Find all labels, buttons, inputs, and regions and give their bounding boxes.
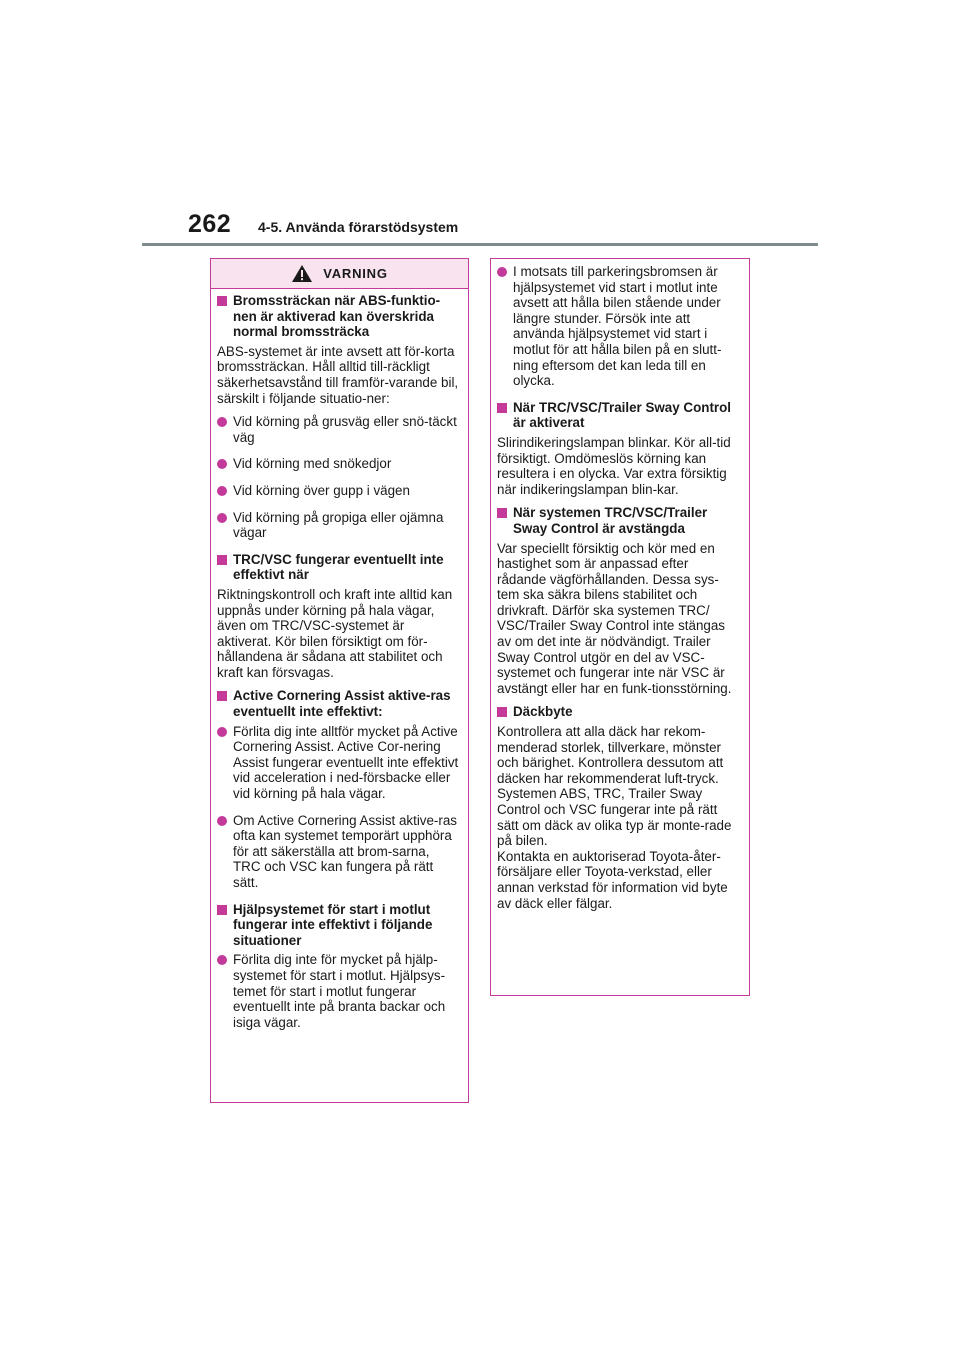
header-divider <box>142 243 818 246</box>
section-heading <box>217 688 460 719</box>
heading-text: Hjälpsystemet för start i motlut fungerar inte effektivt i följande situationer <box>233 901 433 948</box>
square-bullet-icon <box>497 508 507 518</box>
round-bullet-icon <box>217 816 227 826</box>
square-bullet-icon <box>217 296 227 306</box>
square-bullet-icon <box>217 555 227 565</box>
round-bullet-icon <box>497 267 507 277</box>
list-item <box>217 483 460 499</box>
section-heading <box>497 704 741 720</box>
list-item-text: Förlita dig inte alltför mycket på Active Cornering Assist. Active Cor-nering Assist fungerar eventuellt inte effektivt vid acceleration i ned-försbacke eller vid körning på hala vägar. <box>233 723 459 802</box>
round-bullet-icon <box>217 727 227 737</box>
list-item <box>217 414 460 445</box>
list-item-text: Vid körning på gropiga eller ojämna vägar <box>233 509 444 541</box>
heading-text: Active Cornering Assist aktive-ras eventuellt inte effektivt: <box>233 688 451 720</box>
list-item <box>217 724 460 802</box>
list-item-text: Förlita dig inte för mycket på hjälp-systemet för start i motlut. Hjälpsys-temet för start i motlut fungerar eventuellt inte på branta backar och isiga vägar. <box>233 952 446 1030</box>
list-item-text: I motsats till parkeringsbromsen är hjälpsystemet vid start i motlut inte avsett att hålla bilen stående under längre stunder. Försök inte att använda hjälpsystemet vid start i motlut för att hålla bilen på en slutt-ning eftersom det kan leda till en olycka. <box>513 264 722 389</box>
paragraph: Slirindikeringslampan blinkar. Kör all-tid försiktigt. Omdömeslös körning kan resultera i en olycka. Var extra försiktig när indikeringslampan blin-kar. <box>497 434 731 497</box>
round-bullet-icon <box>217 417 227 427</box>
list-item <box>217 952 460 1030</box>
square-bullet-icon <box>497 403 507 413</box>
heading-text: Däckbyte <box>513 704 573 720</box>
list-item-text: Vid körning på grusväg eller snö-täckt väg <box>233 414 457 445</box>
warning-triangle-icon <box>291 264 313 283</box>
round-bullet-icon <box>217 955 227 965</box>
heading-text: TRC/VSC fungerar eventuellt inte effektivt när <box>233 551 444 583</box>
paragraph: Riktningskontroll och kraft inte alltid kan uppnås under körning på hala vägar, även om TRC/VSC-systemet är aktiverat. Kör bilen försiktigt om för-hållandena är sådana att stabilitet och kraft kan försvagas. <box>217 586 453 680</box>
warning-title: VARNING <box>323 265 388 281</box>
round-bullet-icon <box>217 486 227 496</box>
warning-box-left <box>210 258 469 1103</box>
page-number: 262 <box>188 210 232 238</box>
warning-header <box>211 259 468 289</box>
paragraph: Kontrollera att alla däck har rekom-menderad storlek, tillverkare, mönster och bärighet. Kontrollera dessutom att däcken har rekommenderat luft-tryck. Systemen ABS, TRC, Trailer Sway Control och VSC fungerar inte på rätt sätt om däck av olika typ är monte-rade på bilen. Kontakta en auktoriserad Toyota-åter-försäljare eller Toyota-verkstad, eller annan verkstad för information vid byte av däck eller fälgar. <box>497 724 732 911</box>
section-heading <box>217 293 460 340</box>
list-item-text: Vid körning över gupp i vägen <box>233 482 410 498</box>
round-bullet-icon <box>217 459 227 469</box>
section-title: 4-5. Använda förarstödsystem <box>258 219 459 235</box>
section-heading <box>217 902 460 949</box>
section-heading <box>497 400 741 431</box>
section-heading <box>217 552 460 583</box>
heading-text: När systemen TRC/VSC/Trailer Sway Control är avstängda <box>513 505 708 536</box>
heading-text: Bromssträckan när ABS-funktio-nen är aktiverad kan överskrida normal bromssträcka <box>233 293 441 340</box>
square-bullet-icon <box>497 707 507 717</box>
list-item <box>497 264 741 389</box>
section-heading <box>497 505 741 536</box>
square-bullet-icon <box>217 905 227 915</box>
list-item-text: Om Active Cornering Assist aktive-ras ofta kan systemet temporärt upphöra för att säkerställa att brom-sarna, TRC och VSC kan fungera på rätt sätt. <box>233 812 457 890</box>
paragraph: ABS-systemet är inte avsett att för-korta bromssträckan. Håll alltid till-räckligt säkerhetsavstånd till framför-varande bil, särskilt i följande situatio-ner: <box>217 343 459 406</box>
list-item-text: Vid körning med snökedjor <box>233 456 392 472</box>
paragraph: Var speciellt försiktig och kör med en hastighet som är anpassad efter rådande vägförhållanden. Dessa sys-tem ska säkra bilens stabilitet och drivkraft. Därför ska systemen TRC/ VSC/Trailer Sway Control inte stängas av om det inte är nödvändigt. Trailer Sway Control utgör en del av VSC-systemet och fungerar inte när VSC är avstängt eller har en funk-tionsstörning. <box>497 540 732 696</box>
round-bullet-icon <box>217 513 227 523</box>
square-bullet-icon <box>217 691 227 701</box>
list-item <box>217 510 460 541</box>
heading-text: När TRC/VSC/Trailer Sway Control är aktiverat <box>513 399 732 431</box>
list-item <box>217 456 460 472</box>
list-item <box>217 813 460 891</box>
warning-box-right <box>490 258 750 996</box>
